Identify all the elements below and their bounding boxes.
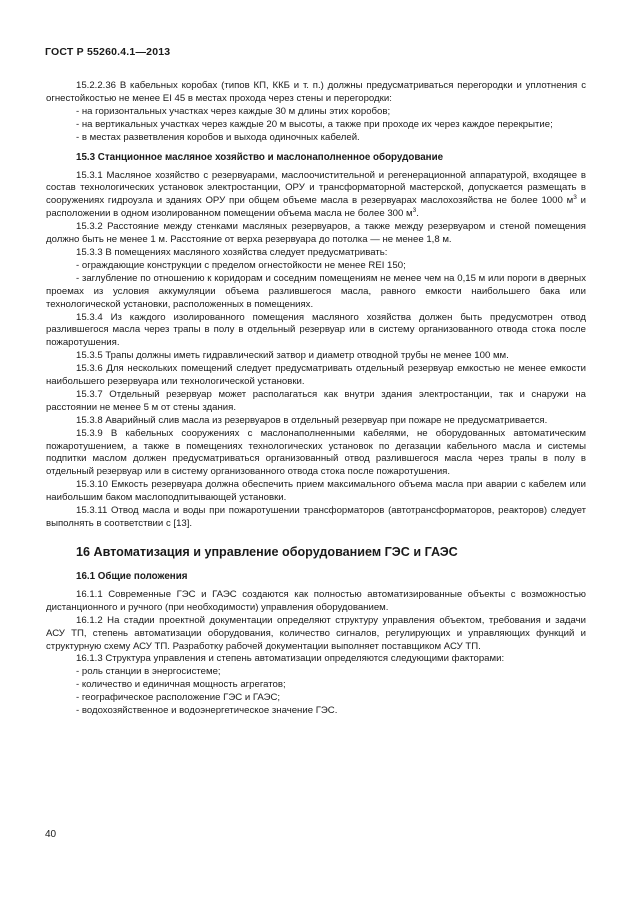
- paragraph: 15.3.3 В помещениях масляного хозяйства следует предусматривать:: [76, 246, 388, 258]
- paragraph: 15.3.1 Масляное хозяйство с резервуарами, маслоочистительной и регенерационной аппаратурой, входящее в состав технологических установок электростанции, ОРУ и трансформаторной мастерской, допускается размещать в сооружениях гидроузла и зданиях ОРУ при общем объеме масла в резервуарах маслохозяйства не более 1000 $м^3$ и расположении в одном изолированном помещении объема масла не более 300 $м^3$.: [46, 169, 586, 220]
- paragraph: 15.3.5 Трапы должны иметь гидравлический затвор и диаметр отводной трубы не менее 100 мм.: [76, 350, 509, 362]
- list-item: - географическое расположение ГЭС и ГАЭС;: [76, 692, 281, 704]
- section-heading-16: 16 Автоматизация и управление оборудованием ГЭС и ГАЭС: [76, 544, 458, 559]
- list-item: - на вертикальных участках через каждые 20 м высоты, а также при проходе их через каждое перекрытие;: [76, 118, 553, 130]
- list-item: - на горизонтальных участках через каждые 30 м длины этих коробов;: [76, 105, 391, 117]
- subsection-heading-16-1: 16.1 Общие положения: [76, 570, 188, 582]
- page-number: 40: [45, 829, 57, 840]
- list-item: - заглубление по отношению к коридорам и соседним помещениям не менее чем на 0,15 м или пороги в дверных проемах из условия аккумуляции объема разлившегося масла, равного емкости наибольшего бака или технологической установки, расположенных в помещениях.: [46, 272, 586, 310]
- paragraph: 16.1.3 Структура управления и степень автоматизации определяются следующими факторами:: [76, 653, 505, 665]
- paragraph: 15.3.4 Из каждого изолированного помещения масляного хозяйства должен быть предусмотрен отвод разлившегося масла через трапы в полу в отдельный резервуар или в систему организованного отвода стока после пожаротушения.: [46, 311, 586, 349]
- paragraph: 15.3.6 Для нескольких помещений следует предусматривать отдельный резервуар емкостью не менее емкости наибольшего резервуара или технологической установки.: [46, 363, 586, 388]
- list-item: - в местах разветвления коробов и выхода одиночных кабелей.: [76, 131, 360, 143]
- list-item: - роль станции в энергосистеме;: [76, 666, 221, 678]
- paragraph: 15.3.11 Отвод масла и воды при пожаротушении трансформаторов (автотрансформаторов, реакторов) следует выполнять в соответствии с [13].: [46, 505, 586, 529]
- subsection-heading-15-3: 15.3 Станционное масляное хозяйство и маслонаполненное оборудование: [76, 151, 444, 163]
- list-item: - водохозяйственное и водоэнергетическое значение ГЭС.: [76, 705, 338, 717]
- paragraph: 16.1.1 Современные ГЭС и ГАЭС создаются как полностью автоматизированные объекты с возможностью дистанционного и ручного (при необходимости) управления оборудованием.: [46, 588, 586, 613]
- document-body: [46, 80, 586, 718]
- paragraph: 15.3.2 Расстояние между стенками масляных резервуаров, а также между резервуаром и стеной помещения должно быть не менее 1 м. Расстояние от верха резервуара до потолка — не менее 1,8 м.: [46, 221, 586, 246]
- paragraph: 15.2.2.36 В кабельных коробах (типов КП, ККБ и т. п.) должны предусматриваться перегородки и уплотнения с огнестойкостью не менее EI 45 в местах прохода через стены и перегородки:: [46, 80, 586, 104]
- standard-header: ГОСТ Р 55260.4.1—2013: [45, 46, 171, 58]
- list-item: - ограждающие конструкции с пределом огнестойкости не менее REI 150;: [76, 259, 406, 271]
- paragraph: 16.1.2 На стадии проектной документации определяют структуру управления объектом, требования и задачи АСУ ТП, степень автоматизации оборудования, количество сигналов, регулирующих и управляющих функций и структурную схему АСУ ТП. Разработку рабочей документации выполняет поставщиком АСУ ТП.: [46, 614, 586, 652]
- list-item: - количество и единичная мощность агрегатов;: [76, 679, 286, 691]
- paragraph: 15.3.10 Емкость резервуара должна обеспечить прием максимального объема масла при аварии с кабелем или наибольшим баком маслоподпитывающей установки.: [46, 479, 586, 504]
- paragraph: 15.3.9 В кабельных сооружениях с маслонаполненными кабелями, не оборудованных автоматическим пожаротушением, а также в помещениях технологических установок по дегазации кабельного масла и системы подпитки маслом должен предусматриваться организованный отвод разлившегося масла через трапы в полу в отдельный резервуар или в систему организованного отвода стока после пожаротушения.: [46, 427, 586, 478]
- paragraph: 15.3.7 Отдельный резервуар может располагаться как внутри здания электростанции, так и снаружи на расстоянии не менее 5 м от стены здания.: [46, 388, 586, 413]
- paragraph: 15.3.8 Аварийный слив масла из резервуаров в отдельный резервуар при пожаре не предусматривается.: [76, 414, 548, 426]
